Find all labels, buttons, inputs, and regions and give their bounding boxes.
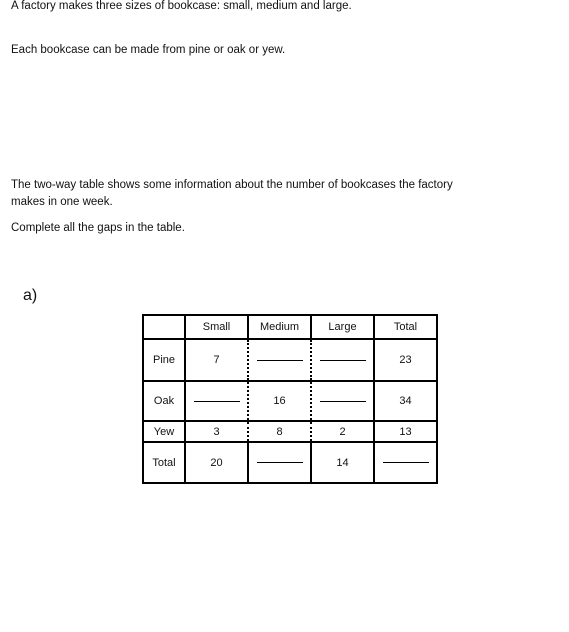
cell-oak-small-blank[interactable]	[185, 381, 248, 421]
cell-pine-large-blank[interactable]	[311, 339, 374, 381]
row-label-total: Total	[143, 442, 185, 483]
row-label-pine: Pine	[143, 339, 185, 381]
header-cell-small: Small	[185, 315, 248, 339]
cell-total-small: 20	[185, 442, 248, 483]
cell-pine-total: 23	[374, 339, 437, 381]
cell-yew-small: 3	[185, 421, 248, 442]
answer-blank	[320, 401, 366, 402]
intro-text: A factory makes three sizes of bookcase: small, medium and large.	[11, 0, 352, 12]
cell-oak-large-blank[interactable]	[311, 381, 374, 421]
question-label: a)	[23, 287, 38, 304]
answer-blank	[194, 401, 240, 402]
two-way-table	[142, 314, 438, 484]
answer-blank	[257, 462, 303, 463]
answer-blank	[320, 360, 366, 361]
answer-blank	[257, 360, 303, 361]
header-cell-total: Total	[374, 315, 437, 339]
table-row-pine	[143, 339, 437, 381]
header-cell-medium: Medium	[248, 315, 311, 339]
row-label-oak: Oak	[143, 381, 185, 421]
materials-text: Each bookcase can be made from pine or oak or yew.	[11, 44, 286, 56]
cell-total-total-blank[interactable]	[374, 442, 437, 483]
cell-oak-medium: 16	[248, 381, 311, 421]
cell-pine-medium-blank[interactable]	[248, 339, 311, 381]
row-label-yew: Yew	[143, 421, 185, 442]
header-cell-empty	[143, 315, 185, 339]
cell-oak-total: 34	[374, 381, 437, 421]
instruction-text: Complete all the gaps in the table.	[11, 222, 185, 234]
cell-yew-medium: 8	[248, 421, 311, 442]
table-row-total	[143, 442, 437, 483]
cell-total-medium-blank[interactable]	[248, 442, 311, 483]
cell-total-large: 14	[311, 442, 374, 483]
table-row-yew	[143, 421, 437, 442]
header-cell-large: Large	[311, 315, 374, 339]
cell-pine-small: 7	[185, 339, 248, 381]
table-row-oak	[143, 381, 437, 421]
table-header-row	[143, 315, 437, 339]
cell-yew-large: 2	[311, 421, 374, 442]
cell-yew-total: 13	[374, 421, 437, 442]
answer-blank	[383, 462, 429, 463]
table-description: The two-way table shows some information about the number of bookcases the factory makes in one week.	[11, 179, 453, 208]
